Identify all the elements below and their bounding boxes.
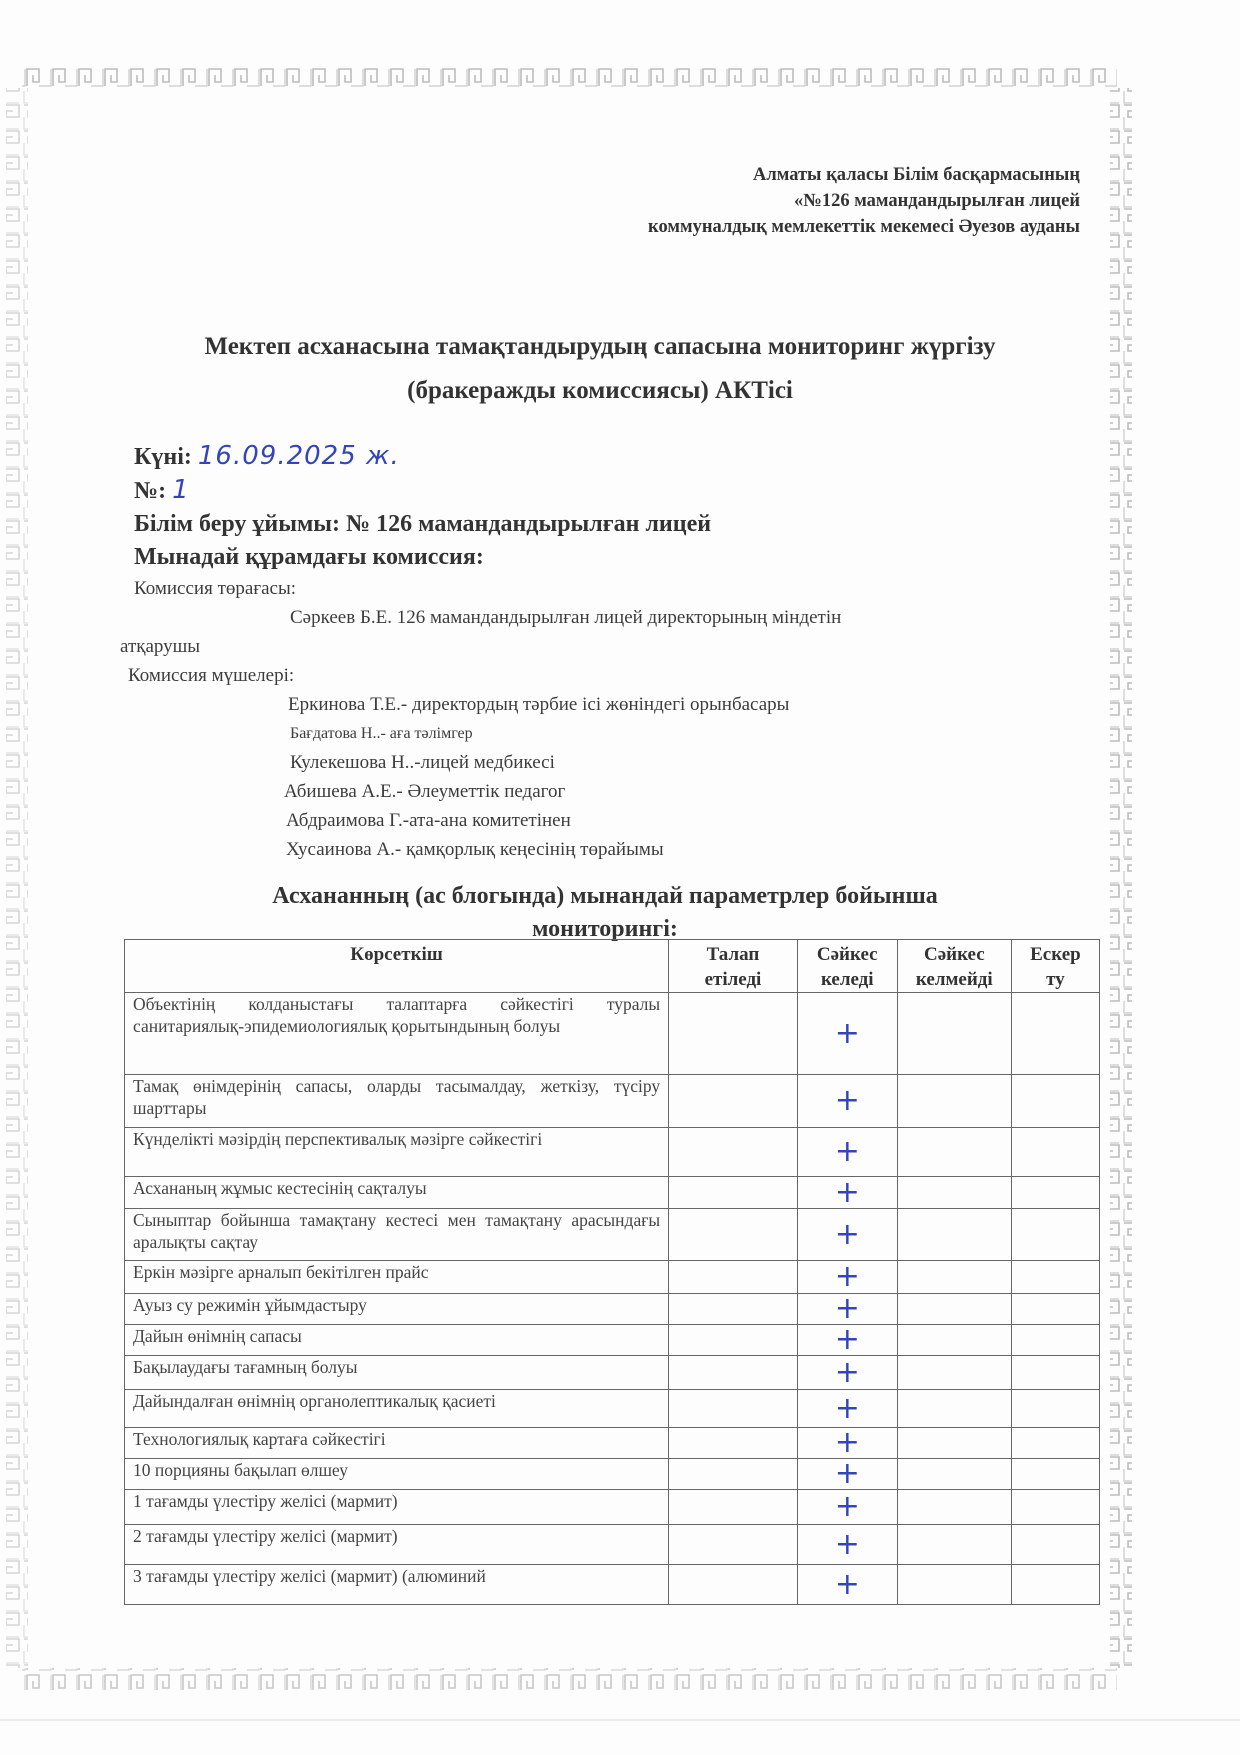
member-item: Кулекешова Н..-лицей медбикесі — [290, 752, 555, 773]
not-complies-cell — [897, 1390, 1011, 1428]
required-cell — [669, 1177, 798, 1209]
member-item: Хусаинова А.- қамқорлық кеңесінің төрайымы — [286, 839, 664, 860]
table-row — [125, 1525, 1100, 1565]
table-row — [125, 1356, 1100, 1390]
indicator-cell: Асхананың жұмыс кестесінің сақталуы — [125, 1177, 669, 1209]
member-item: Бағдатова Н..- аға тәлімгер — [290, 725, 473, 742]
not-complies-cell — [897, 1325, 1011, 1356]
complies-cell: + — [797, 1459, 897, 1490]
chair-name-cont: атқарушы — [120, 636, 201, 657]
chair-name: Сәркеев Б.Е. 126 мамандандырылған лицей директорының міндетін — [290, 607, 842, 628]
note-cell — [1011, 993, 1099, 1075]
required-cell — [669, 1261, 798, 1294]
indicator-cell: Дайын өнімнің сапасы — [125, 1325, 669, 1356]
required-cell — [669, 1565, 798, 1605]
table-body — [125, 993, 1100, 1605]
date-label: Күні: — [134, 444, 192, 470]
title-line-2: (бракеражды комиссиясы) АКТісі — [407, 377, 793, 404]
institution-header — [648, 162, 1080, 240]
indicator-cell: Дайындалған өнімнің органолептикалық қасиеті — [125, 1390, 669, 1428]
table-row — [125, 1459, 1100, 1490]
table-row — [125, 1325, 1100, 1356]
table-row — [125, 1209, 1100, 1261]
col-note: Ескер ту — [1011, 940, 1099, 993]
complies-cell: + — [797, 1075, 897, 1128]
required-cell — [669, 1490, 798, 1525]
member-item: Еркинова Т.Е.- директордың тәрбие ісі жөніндегі орынбасары — [288, 694, 790, 715]
complies-cell: + — [797, 1390, 897, 1428]
table-row — [125, 1428, 1100, 1459]
complies-cell: + — [797, 993, 897, 1075]
indicator-cell: Күнделікті мәзірдің перспективалық мәзірге сәйкестігі — [125, 1128, 669, 1177]
complies-cell: + — [797, 1177, 897, 1209]
number-value-handwritten: 1 — [172, 475, 190, 505]
note-cell — [1011, 1390, 1099, 1428]
not-complies-cell — [897, 1177, 1011, 1209]
table-row — [125, 993, 1100, 1075]
complies-cell: + — [797, 1490, 897, 1525]
table-row — [125, 1294, 1100, 1325]
table-row — [125, 1177, 1100, 1209]
required-cell — [669, 993, 798, 1075]
required-cell — [669, 1075, 798, 1128]
indicator-cell: 10 порцияны бақылап өлшеу — [125, 1459, 669, 1490]
complies-cell: + — [797, 1428, 897, 1459]
monitoring-section-title — [180, 880, 1030, 946]
indicator-cell: Объектінің колданыстағы талаптарға сәйкестігі туралы санитариялық-эпидемиологиялық қорытындының болуы — [125, 993, 669, 1075]
committee-list — [120, 574, 842, 864]
col-indicator: Көрсеткіш — [125, 940, 669, 993]
indicator-cell: 2 тағамды үлестіру желісі (мармит) — [125, 1525, 669, 1565]
section-title-line-2: мониторингі: — [532, 916, 678, 942]
note-cell — [1011, 1490, 1099, 1525]
not-complies-cell — [897, 1565, 1011, 1605]
organization: Білім беру ұйымы: № 126 мамандандырылған лицей — [134, 511, 712, 537]
indicator-cell: Сыныптар бойынша тамақтану кестесі мен тамақтану арасындағы аралықты сақтау — [125, 1209, 669, 1261]
col-not-complies: Сәйкес келмейді — [897, 940, 1011, 993]
committee-heading: Мынадай құрамдағы комиссия: — [134, 544, 484, 570]
complies-cell: + — [797, 1294, 897, 1325]
not-complies-cell — [897, 1459, 1011, 1490]
table-row — [125, 1390, 1100, 1428]
complies-cell: + — [797, 1525, 897, 1565]
table-row — [125, 1490, 1100, 1525]
note-cell — [1011, 1177, 1099, 1209]
table-row — [125, 1565, 1100, 1605]
complies-cell: + — [797, 1261, 897, 1294]
indicator-cell: 1 тағамды үлестіру желісі (мармит) — [125, 1490, 669, 1525]
not-complies-cell — [897, 1075, 1011, 1128]
note-cell — [1011, 1525, 1099, 1565]
note-cell — [1011, 1325, 1099, 1356]
date-row — [134, 440, 711, 474]
member-item: Абишева А.Е.- Әлеуметтік педагог — [284, 781, 566, 802]
not-complies-cell — [897, 1525, 1011, 1565]
not-complies-cell — [897, 1294, 1011, 1325]
required-cell — [669, 1356, 798, 1390]
note-cell — [1011, 1459, 1099, 1490]
indicator-cell: Еркін мәзірге арналып бекітілген прайс — [125, 1261, 669, 1294]
title-line-1: Мектеп асханасына тамақтандырудың сапасына мониторинг жүргізу — [204, 333, 996, 360]
monitoring-table — [124, 939, 1100, 1605]
not-complies-cell — [897, 1356, 1011, 1390]
section-title-line-1: Асхананның (ас блогында) мынандай параметрлер бойынша — [272, 883, 938, 909]
not-complies-cell — [897, 1209, 1011, 1261]
col-required: Талап етіледі — [669, 940, 798, 993]
member-item: Абдраимова Г.-ата-ана комитетінен — [286, 810, 571, 831]
table-row — [125, 1128, 1100, 1177]
note-cell — [1011, 1209, 1099, 1261]
required-cell — [669, 1390, 798, 1428]
table-row — [125, 1075, 1100, 1128]
indicator-cell: Технологиялық картаға сәйкестігі — [125, 1428, 669, 1459]
members-label: Комиссия мүшелері: — [128, 665, 295, 686]
complies-cell: + — [797, 1565, 897, 1605]
not-complies-cell — [897, 993, 1011, 1075]
not-complies-cell — [897, 1428, 1011, 1459]
col-complies: Сәйкес келеді — [797, 940, 897, 993]
header-line-2: «№126 мамандандырылған лицей — [793, 191, 1080, 211]
note-cell — [1011, 1294, 1099, 1325]
not-complies-cell — [897, 1128, 1011, 1177]
indicator-cell: Ауыз су режимін ұйымдастыру — [125, 1294, 669, 1325]
act-meta — [134, 440, 711, 574]
indicator-cell: Бақылаудағы тағамның болуы — [125, 1356, 669, 1390]
not-complies-cell — [897, 1490, 1011, 1525]
required-cell — [669, 1325, 798, 1356]
chair-label: Комиссия төрағасы: — [134, 578, 297, 599]
note-cell — [1011, 1428, 1099, 1459]
required-cell — [669, 1525, 798, 1565]
note-cell — [1011, 1261, 1099, 1294]
note-cell — [1011, 1075, 1099, 1128]
number-row — [134, 474, 711, 508]
not-complies-cell — [897, 1261, 1011, 1294]
complies-cell: + — [797, 1356, 897, 1390]
required-cell — [669, 1428, 798, 1459]
number-label: №: — [134, 478, 167, 504]
complies-cell: + — [797, 1325, 897, 1356]
header-line-1: Алматы қаласы Білім басқармасының — [752, 165, 1080, 185]
complies-cell: + — [797, 1209, 897, 1261]
table-row — [125, 1261, 1100, 1294]
document-title — [120, 325, 1080, 413]
required-cell — [669, 1128, 798, 1177]
note-cell — [1011, 1356, 1099, 1390]
note-cell — [1011, 1565, 1099, 1605]
table-header-row — [125, 940, 1100, 993]
required-cell — [669, 1294, 798, 1325]
complies-cell: + — [797, 1128, 897, 1177]
date-value-handwritten: 16.09.2025 ж. — [197, 441, 400, 471]
note-cell — [1011, 1128, 1099, 1177]
indicator-cell: 3 тағамды үлестіру желісі (мармит) (алюминий — [125, 1565, 669, 1605]
header-line-3: коммуналдық мемлекеттік мекемесі Әуезов ауданы — [648, 217, 1080, 237]
indicator-cell: Тамақ өнімдерінің сапасы, оларды тасымалдау, жеткізу, түсіру шарттары — [125, 1075, 669, 1128]
required-cell — [669, 1209, 798, 1261]
required-cell — [669, 1459, 798, 1490]
